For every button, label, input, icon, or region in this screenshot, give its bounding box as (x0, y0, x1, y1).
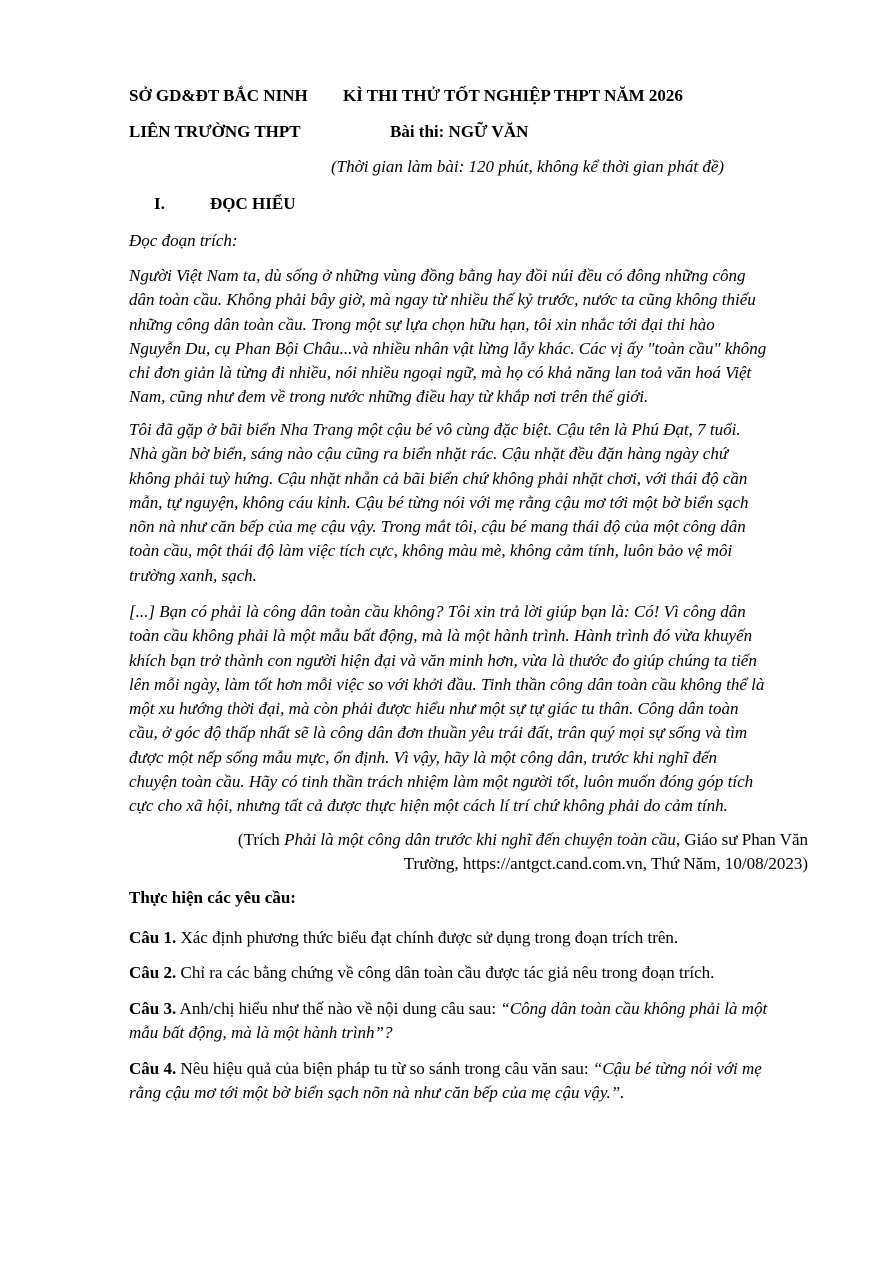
passage-intro: Đọc đoạn trích: (129, 231, 238, 250)
question-2 (129, 961, 714, 985)
passage-line: nõn nà như căn bếp của mẹ cậu vậy. Trong mắt tôi, cậu bé mang thái độ của một công dân (129, 517, 746, 537)
passage-paragraph-1 (129, 264, 819, 410)
section-title: ĐỌC HIỂU (210, 194, 296, 213)
header-dept: SỞ GD&ĐT BẮC NINH (129, 86, 308, 105)
question-quote: “Cậu bé từng nói với mẹ (592, 1059, 762, 1078)
passage-line: toàn cầu, một thái độ làm việc tích cực, không màu mè, không cảm tính, luôn bảo vệ môi (129, 541, 733, 561)
section-number: I. (154, 194, 165, 213)
passage-line: không phải tuỳ hứng. Cậu nhặt nhẵn cả bãi biển chứ không phải nhặt chơi, với thái độ cần (129, 468, 748, 488)
passage-line: chuyện toàn cầu. Hãy có tinh thần trách nhiệm làm một người tốt, luôn muốn đóng góp tích (129, 772, 754, 792)
source-citation-line-1 (238, 828, 808, 852)
question-4 (129, 1057, 762, 1081)
question-text: Chỉ ra các bằng chứng về công dân toàn cầu được tác giả nêu trong đoạn trích. (176, 963, 715, 982)
passage-line: cầu, ở góc độ thấp nhất sẽ là công dân đơn thuần yêu trái đất, trân quý mọi sự sống và tìm (129, 723, 748, 743)
source-citation-line-2: Trường, https://antgct.cand.com.vn, Thứ Năm, 10/08/2023) (403, 854, 808, 873)
passage-line: lên mỗi ngày, làm tốt hơn mỗi việc so với khởi đầu. Tinh thần công dân toàn cầu không thể là (129, 674, 765, 694)
question-text: Xác định phương thức biểu đạt chính được sử dụng trong đoạn trích trên. (176, 928, 679, 947)
passage-paragraph-3 (129, 600, 819, 819)
question-3-quote-cont: mẫu bất động, mà là một hành trình”? (129, 1023, 393, 1042)
passage-line: chỉ đơn giản là từng đi nhiều, nói nhiều ngoại ngữ, mà họ có khả năng lan toả văn hoá Việt (129, 363, 752, 383)
question-quote: “Công dân toàn cầu không phải là một (500, 999, 768, 1018)
question-3 (129, 997, 767, 1021)
header-time-note: (Thời gian làm bài: 120 phút, không kể thời gian phát đề) (331, 157, 725, 176)
source-prefix: (Trích (237, 830, 285, 849)
question-4-quote-cont: rằng cậu mơ tới một bờ biển sạch nõn nà như căn bếp của mẹ cậu vậy.”. (129, 1083, 625, 1102)
passage-line: khích bạn trở thành con người hiện đại và văn minh hơn, vừa là thước đo giúp chúng ta tiến (129, 650, 757, 670)
question-label: Câu 3. (129, 999, 177, 1018)
source-author: , Giáo sư Phan Văn (675, 830, 808, 849)
question-label: Câu 2. (129, 963, 177, 982)
passage-line: cực cho xã hội, nhưng tất cả được thực hiện một cách lí trí chứ không phải do cảm tính. (129, 796, 728, 816)
passage-line: Nam, cũng như đem về trong nước những điều hay từ khắp nơi trên thế giới. (129, 387, 649, 407)
passage-line: [...] Bạn có phải là công dân toàn cầu không? Tôi xin trả lời giúp bạn là: Có! Vì công dân (129, 602, 746, 621)
passage-line: dân toàn cầu. Không phải bây giờ, mà ngay từ nhiều thế kỷ trước, nước ta cũng không thiếu (129, 290, 756, 310)
passage-line: một xu hướng thời đại, mà còn phải được hiểu như một sự tự giác tu thân. Công dân toàn (129, 699, 739, 719)
question-text: Anh/chị hiểu như thế nào về nội dung câu sau: (176, 999, 501, 1018)
passage-line: những công dân toàn cầu. Trong một sự lựa chọn hữu hạn, tôi xin nhắc tới đại thi hào (129, 314, 715, 334)
passage-line: Nhà gần bờ biển, sáng nào cậu cũng ra biển nhặt rác. Cậu nhặt đều đặn hàng ngày chứ (129, 444, 729, 464)
passage-line: được một nếp sống mẫu mực, ổn định. Vì vậy, hãy là một công dân, trước khi nghĩ đến (129, 747, 717, 767)
passage-paragraph-2 (129, 418, 819, 588)
passage-line: mẫn, tự nguyện, không cáu kỉnh. Cậu bé từng nói với mẹ rằng cậu mơ tới một bờ biển sạch (129, 492, 749, 512)
question-1 (129, 926, 678, 950)
passage-line: Người Việt Nam ta, dù sống ở những vùng đồng bằng hay đồi núi đều có đông những công (129, 266, 746, 285)
header-subject: Bài thi: NGỮ VĂN (390, 122, 529, 141)
passage-line: Nguyễn Du, cụ Phan Bội Châu...và nhiều nhân vật lừng lẫy khác. Các vị ấy "toàn cầu" không (129, 338, 767, 358)
tasks-heading: Thực hiện các yêu cầu: (129, 888, 296, 907)
question-label: Câu 4. (129, 1059, 177, 1078)
source-title: Phải là một công dân trước khi nghĩ đến chuyện toàn cầu (284, 830, 676, 849)
question-label: Câu 1. (129, 928, 177, 947)
passage-line: toàn cầu không phải là một mẫu bất động, mà là một hành trình. Hành trình đó vừa khuyến (129, 626, 753, 646)
passage-line: trường xanh, sạch. (129, 565, 257, 585)
header-school: LIÊN TRƯỜNG THPT (129, 122, 301, 141)
header-exam-title: KÌ THI THỬ TỐT NGHIỆP THPT NĂM 2026 (343, 86, 683, 105)
passage-line: Tôi đã gặp ở bãi biển Nha Trang một cậu bé vô cùng đặc biệt. Cậu tên là Phú Đạt, 7 tuổi. (129, 420, 741, 439)
question-text: Nêu hiệu quả của biện pháp tu từ so sánh trong câu văn sau: (176, 1059, 593, 1078)
